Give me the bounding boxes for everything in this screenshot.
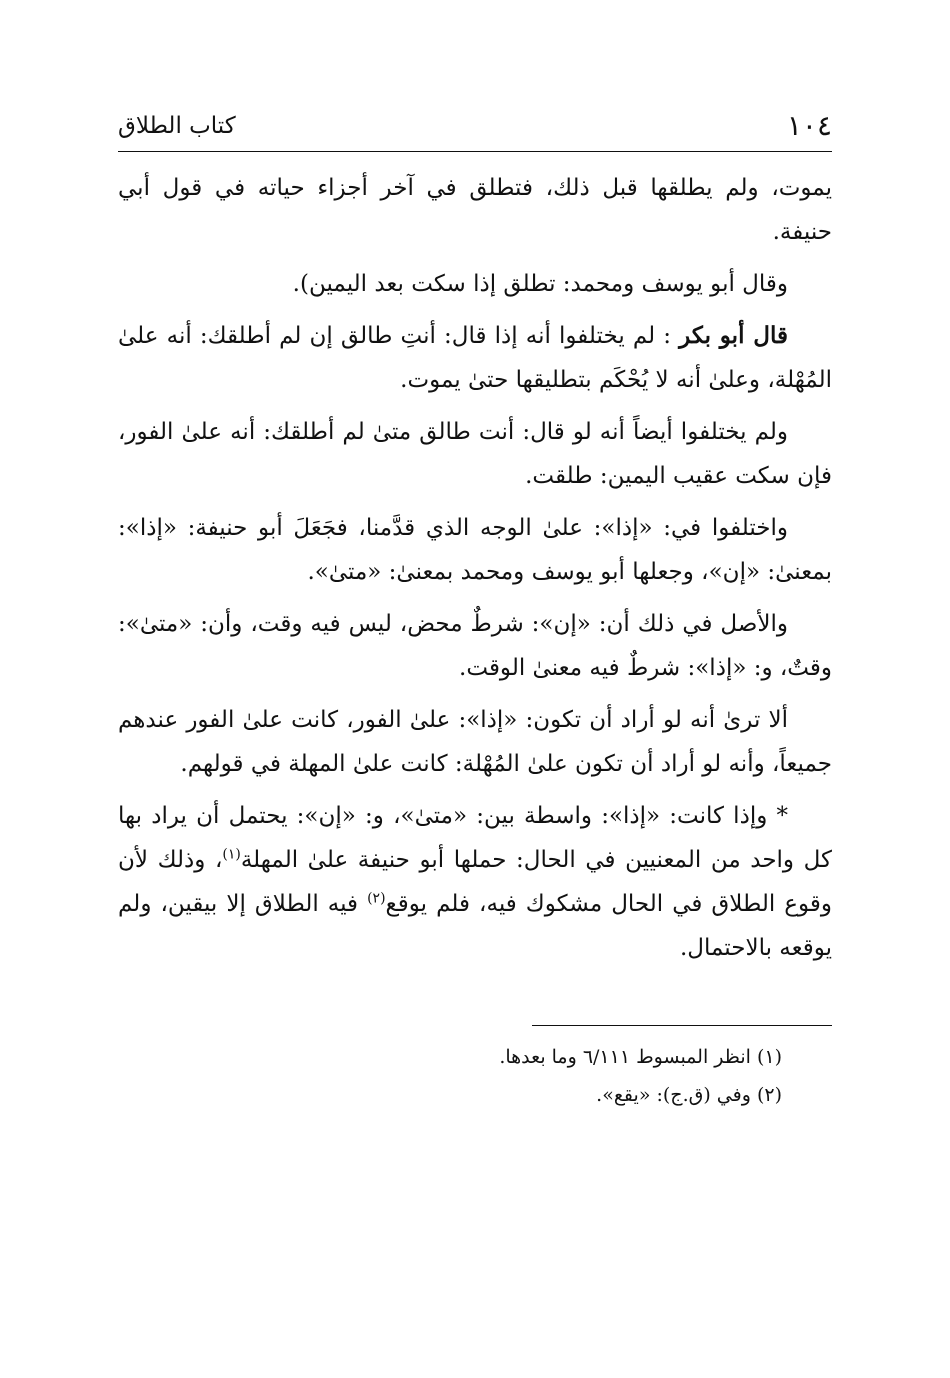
paragraph-7 [118,698,832,786]
paragraph-1-text: يموت، ولم يطلقها قبل ذلك، فتطلق في آخر أجزاء حياته في قول أبي حنيفة. [118,175,832,245]
footnote-ref-1[interactable]: (١) [222,846,241,863]
paragraph-6 [118,602,832,690]
footnote-ref-2[interactable]: (٢) [367,890,386,907]
footnote-separator [532,1025,832,1026]
paragraph-8 [118,794,832,970]
paragraph-6-text: والأصل في ذلك أن: «إن»: شرطٌ محض، ليس فيه وقت، وأن: «متىٰ»: وقتٌ، و: «إذا»: شرطٌ فيه معنىٰ الوقت. [118,611,832,681]
footnote-1: (١) انظر المبسوط ٦/١١١ وما بعدها. [499,1046,782,1068]
footnote-2: (٢) وفي (ق.ج): «يقع». [596,1084,782,1106]
paragraph-5-text: واختلفوا في: «إذا»: علىٰ الوجه الذي قدَّمنا، فجَعَلَ أبو حنيفة: «إذا»: بمعنىٰ: «إن»، وجعلها أبو يوسف ومحمد بمعنىٰ: «متىٰ». [118,515,832,585]
paragraph-3-text: : لم يختلفوا أنه إذا قال: أنتِ طالق إن لم أطلقك: أنه علىٰ المُهْلة، وعلىٰ أنه لا يُحْكَم بتطليقها حتىٰ يموت. [118,323,832,393]
paragraph-4-text: ولم يختلفوا أيضاً أنه لو قال: أنت طالق متىٰ لم أطلقك: أنه علىٰ الفور، فإن سكت عقيب اليمين: طلقت. [118,419,832,489]
paragraph-8-part3: فيه الطلاق إلا بيقين، ولم يوقعه بالاحتمال. [118,891,832,961]
page [118,105,832,1114]
paragraph-7-text: ألا ترىٰ أنه لو أراد أن تكون: «إذا»: علىٰ الفور، كانت علىٰ الفور عندهم جميعاً، وأنه لو أراد أن تكون علىٰ المُهْلة: كانت علىٰ المهلة في قولهم. [118,707,832,777]
paragraph-5 [118,506,832,594]
paragraph-8-part2: ، وذلك لأن وقوع الطلاق في الحال مشكوك فيه، فلم يوقع [118,847,832,917]
paragraph-4 [118,410,832,498]
paragraph-1 [118,166,832,254]
paragraph-8-part1: * وإذا كانت: «إذا»: واسطة بين: «متىٰ»، و: «إن»: يحتمل أن يراد بها كل واحد من المعنيين في الحال: حملها أبو حنيفة علىٰ المهلة [118,803,832,873]
paragraph-3-speaker: قال أبو بكر [679,322,788,349]
paragraph-2 [118,262,832,306]
paragraph-2-text: وقال أبو يوسف ومحمد: تطلق إذا سكت بعد اليمين). [292,271,788,297]
paragraph-3 [118,314,832,402]
running-header [118,105,832,152]
footnotes [118,1038,832,1114]
body-text [118,166,832,970]
page-number: ١٠٤ [786,109,832,142]
book-title: كتاب الطلاق [118,113,236,139]
